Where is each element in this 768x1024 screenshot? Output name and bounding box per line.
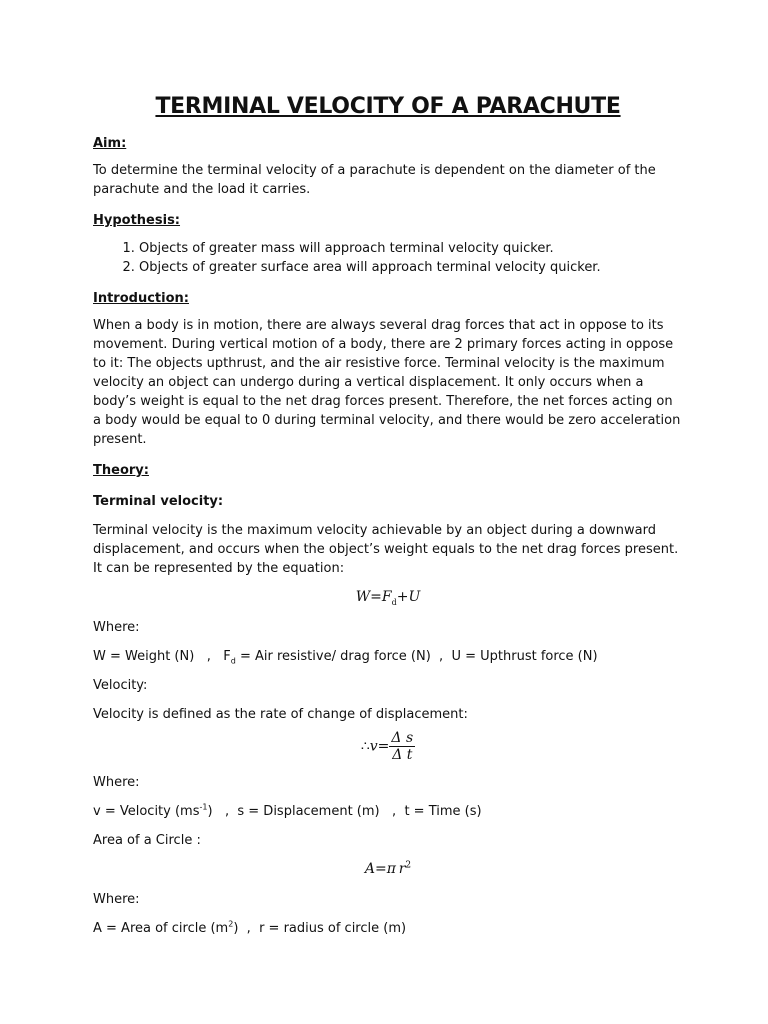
eq-symbol: =: [374, 861, 387, 877]
eq-symbol: W: [355, 589, 371, 605]
where-label: Where:: [93, 775, 140, 790]
hypothesis-item: 1. Objects of greater mass will approach terminal velocity quicker.: [139, 239, 683, 258]
separator: ,: [392, 804, 397, 819]
def-area: A = Area of circle (m: [93, 921, 229, 936]
theory-heading: Theory:: [93, 463, 149, 478]
velocity-heading: Velocity:: [93, 678, 148, 693]
eq-symbol: =: [370, 589, 382, 605]
where-label: Where:: [93, 620, 140, 635]
def-weight: W = Weight (N): [93, 649, 195, 664]
eq-symbol: U: [408, 589, 421, 605]
velocity-text: Velocity is defined as the rate of change of displacement:: [93, 707, 468, 722]
hypothesis-item: 2. Objects of greater surface area will approach terminal velocity quicker.: [139, 258, 683, 277]
eq-subscript: d: [391, 597, 397, 607]
separator: ,: [224, 804, 230, 819]
terminal-velocity-definitions: [93, 647, 683, 666]
eq-superscript: 2: [405, 860, 412, 871]
def-velocity-close: ): [207, 804, 213, 819]
def-area-superscript: 2: [228, 919, 234, 929]
therefore-symbol: ∴: [360, 738, 370, 755]
def-time: t = Time (s): [404, 804, 482, 819]
page-title: TERMINAL VELOCITY OF A PARACHUTE: [155, 94, 621, 119]
eq-symbol: π: [386, 861, 396, 877]
def-drag-subscript: d: [230, 656, 236, 666]
eq-symbol: +: [396, 589, 409, 605]
separator: ,: [439, 649, 444, 664]
hypothesis-list: [93, 239, 683, 277]
velocity-equation: [93, 730, 683, 763]
terminal-velocity-equation: [93, 586, 683, 608]
def-upthrust: U = Upthrust force (N): [451, 649, 598, 664]
def-radius: r = radius of circle (m): [259, 921, 407, 936]
def-drag: = Air resistive/ drag force (N): [235, 649, 431, 664]
fraction-numerator: Δ s: [391, 730, 414, 746]
area-definitions: [93, 919, 683, 938]
eq-symbol: v: [369, 738, 378, 755]
separator: ,: [246, 921, 251, 936]
terminal-velocity-text: Terminal velocity is the maximum velocity achievable by an object during a downward displacement, and occurs when the object’s weight equals to the net drag forces present. It can be represented by the equation:: [93, 523, 679, 576]
fraction-denominator: Δ t: [392, 747, 413, 763]
def-area-close: ): [233, 921, 239, 936]
fraction: [389, 730, 415, 763]
terminal-velocity-heading: Terminal velocity:: [93, 494, 224, 509]
velocity-definitions: [93, 802, 683, 821]
area-equation: [93, 858, 683, 880]
hypothesis-heading: Hypothesis:: [93, 213, 181, 228]
def-velocity: v = Velocity (ms: [93, 804, 200, 819]
where-label: Where:: [93, 892, 140, 907]
eq-symbol: F: [381, 589, 392, 605]
introduction-heading: Introduction:: [93, 291, 189, 306]
aim-heading: Aim:: [93, 136, 127, 151]
eq-symbol: =: [377, 738, 390, 755]
def-drag-symbol: F: [223, 649, 231, 664]
eq-symbol: r: [398, 861, 406, 877]
area-heading: Area of a Circle :: [93, 833, 201, 848]
introduction-text: When a body is in motion, there are always several drag forces that act in oppose to its movement. During vertical motion of a body, there are 2 primary forces acting in oppose to it: The objects upthrust, and the air resistive force. Terminal velocity is the maximum velocity an object can undergo during a vertical displacement. It only occurs when a body’s weight is equal to the net drag forces present. Therefore, the net forces acting on a body would be equal to 0 during terminal velocity, and there would be zero acceleration present.: [93, 318, 681, 447]
def-displacement: s = Displacement (m): [237, 804, 380, 819]
document-content: [93, 92, 683, 938]
aim-text: To determine the terminal velocity of a parachute is dependent on the diameter of the parachute and the load it carries.: [93, 163, 656, 197]
separator: ,: [206, 649, 211, 664]
def-velocity-superscript: -1: [199, 802, 208, 812]
eq-symbol: A: [364, 861, 375, 877]
